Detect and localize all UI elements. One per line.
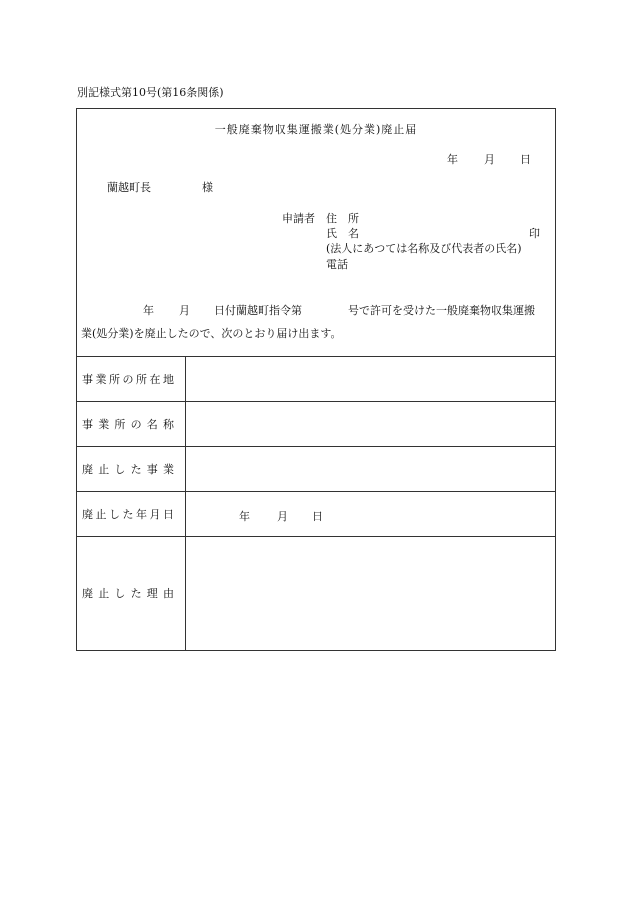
table-row [77, 447, 555, 492]
row-label-office-name: 事業所の名称 [82, 418, 174, 431]
table-row [77, 402, 555, 447]
applicant-label: 申請者 [282, 212, 315, 225]
row-label-location: 事業所の所在地 [82, 373, 174, 386]
row-label-business: 廃止した事業 [82, 463, 174, 476]
body-day-prefix: 日付蘭越町指令第 [214, 304, 302, 317]
row-label-date: 廃止した年月日 [82, 508, 174, 521]
row-value-date[interactable] [186, 492, 556, 537]
row-value-reason[interactable] [186, 537, 556, 650]
notification-form [76, 108, 556, 651]
corporate-note: (法人にあつては名称及び代表者の氏名) [326, 242, 522, 255]
detail-table [77, 356, 555, 650]
addressee-name: 蘭越町長 [107, 181, 151, 194]
row-value-office-name[interactable] [186, 402, 556, 447]
addressee-honorific: 様 [202, 181, 213, 194]
form-number-label: 別記様式第10号(第16条関係) [77, 86, 224, 99]
row-date-day: 日 [312, 510, 323, 523]
header-date-month: 月 [484, 153, 495, 166]
row-date-month: 月 [277, 510, 288, 523]
body-year: 年 [143, 304, 154, 317]
row-date-year: 年 [239, 510, 250, 523]
form-title: 一般廃棄物収集運搬業(処分業)廃止届 [214, 123, 418, 136]
applicant-phone-label: 電話 [326, 258, 348, 271]
applicant-name-label: 氏 名 [326, 227, 359, 240]
applicant-address-label: 住 所 [326, 212, 359, 225]
table-row [77, 492, 555, 537]
row-label-reason: 廃止した理由 [82, 587, 174, 601]
body-text-line2: 業(処分業)を廃止したので、次のとおり届け出ます。 [81, 327, 342, 340]
header-date-day: 日 [520, 153, 531, 166]
body-month: 月 [179, 304, 190, 317]
seal-mark: 印 [529, 227, 540, 240]
body-number-suffix: 号で許可を受けた一般廃棄物収集運搬 [348, 304, 535, 317]
header-date-year: 年 [447, 153, 458, 166]
table-row [77, 357, 555, 402]
row-value-business[interactable] [186, 447, 556, 492]
table-row [77, 537, 555, 650]
row-value-location[interactable] [186, 357, 556, 402]
